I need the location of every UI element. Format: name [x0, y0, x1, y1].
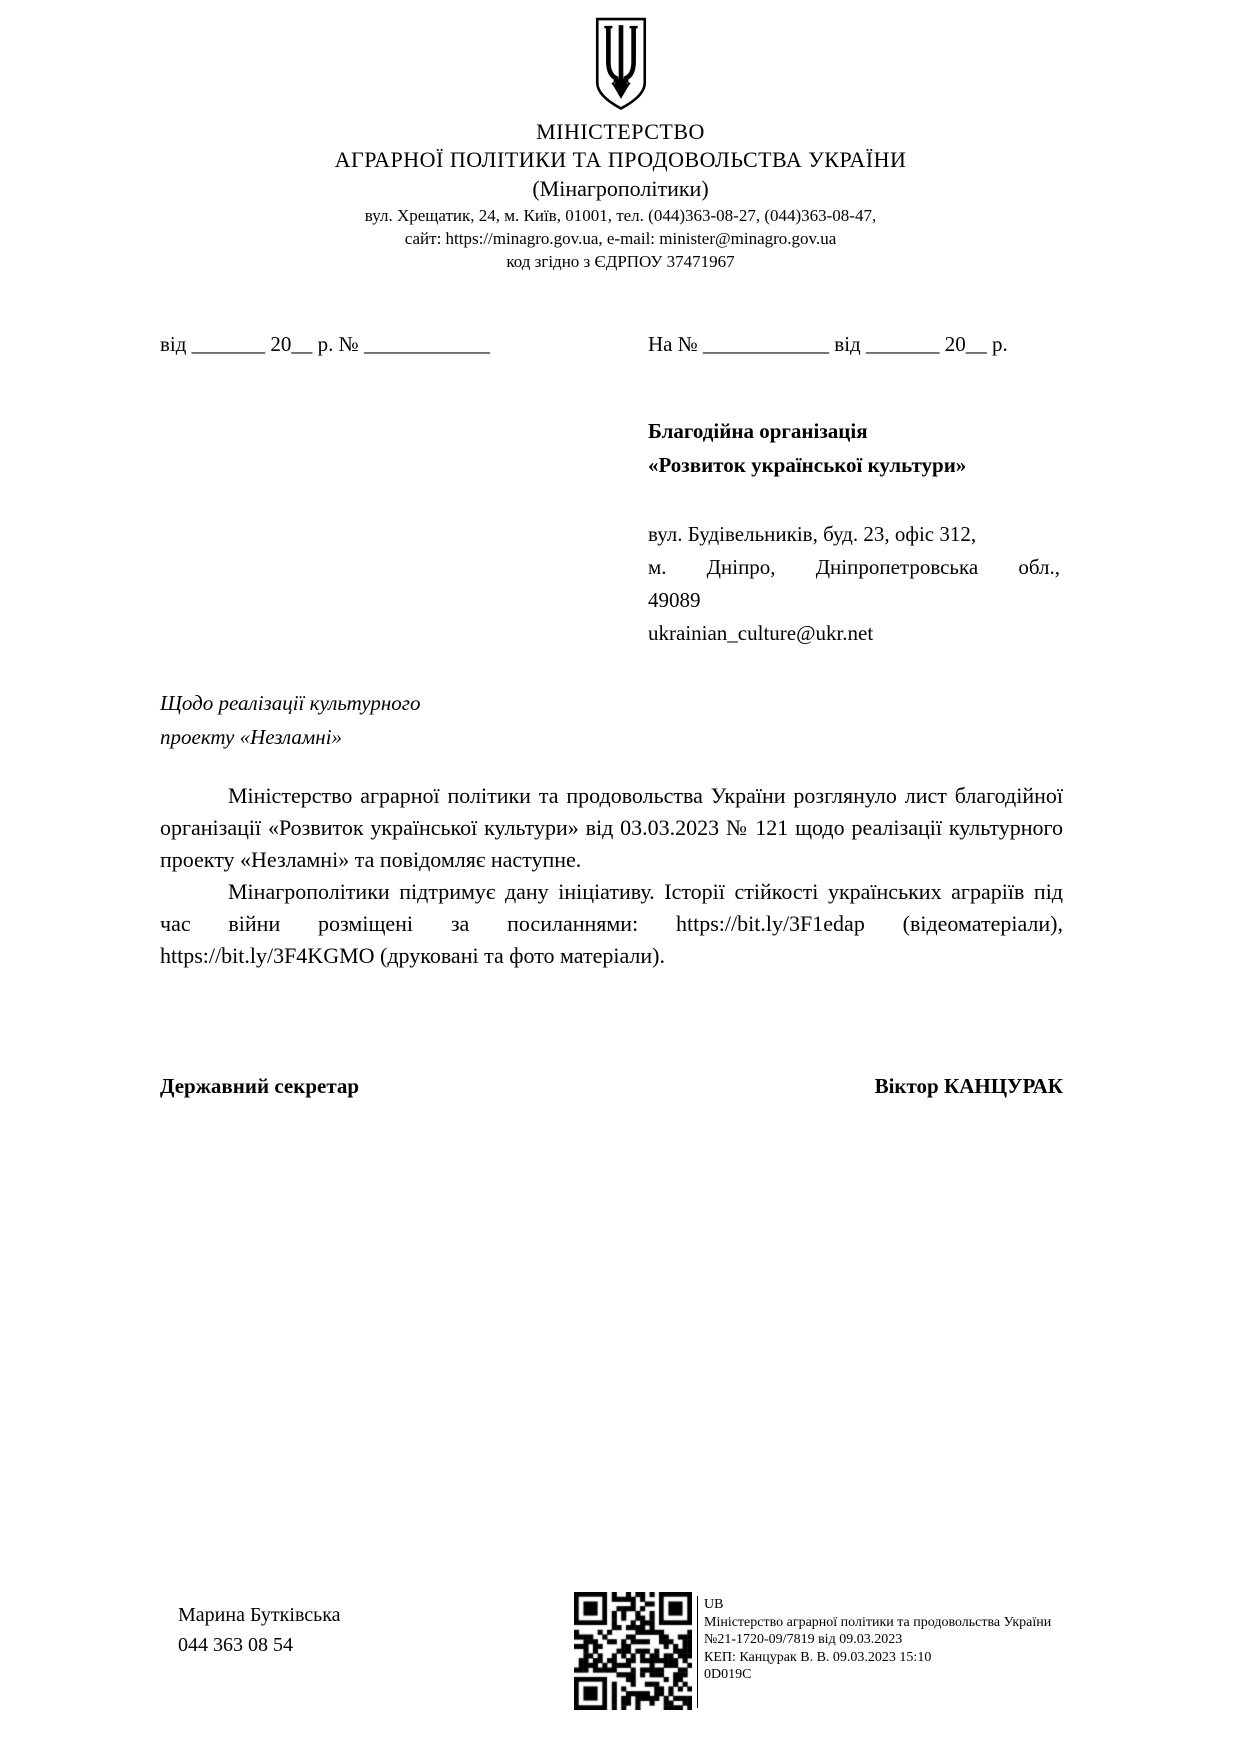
addressee-name-line1: Благодійна організація — [648, 419, 868, 443]
addressee-street: вул. Будівельників, буд. 23, офіс 312, — [648, 522, 977, 546]
qr-code — [574, 1592, 692, 1710]
signer-name: Віктор КАНЦУРАК — [874, 1074, 1063, 1098]
reference-row — [160, 332, 1063, 358]
addressee-postcode: 49089 — [648, 588, 701, 612]
ministry-edrpou: код згідно з ЄДРПОУ 37471967 — [506, 252, 735, 271]
ministry-short-name: (Мінагрополітики) — [532, 176, 709, 201]
subject-block — [160, 686, 580, 754]
esignature-stamp — [697, 1596, 1051, 1708]
ministry-address: вул. Хрещатик, 24, м. Київ, 01001, тел. (044)363-08-27, (044)363-08-47, — [364, 206, 877, 225]
outgoing-ref-blank: від _______ 20__ р. № ____________ — [160, 332, 490, 356]
addressee-block — [648, 414, 1060, 650]
stamp-line: 0D019C — [704, 1667, 752, 1682]
ministry-contacts: сайт: https://minagro.gov.ua, e-mail: minister@minagro.gov.ua — [404, 229, 837, 248]
executor-block — [178, 1600, 341, 1660]
ukraine-trident-emblem-icon — [592, 16, 650, 112]
incoming-ref-blank: На № ____________ від _______ 20__ р. — [648, 332, 1008, 356]
stamp-line: Міністерство аграрної політики та продовольства України — [704, 1614, 1052, 1630]
addressee-name-line2: «Розвиток української культури» — [648, 453, 967, 477]
executor-name: Марина Бутківська — [178, 1604, 341, 1626]
body-paragraph-1: Міністерство аграрної політики та продовольства України розглянуло лист благодійної організації «Розвиток української культури» від 03.03.2023 № 121 щодо реалізації культурного проекту «Незламні» та повідомляє наступне. — [160, 783, 1063, 872]
stamp-line: UB — [704, 1597, 724, 1612]
executor-phone: 044 363 08 54 — [178, 1634, 293, 1656]
subject-line2: проекту «Незламні» — [160, 725, 343, 749]
addressee-email: ukrainian_culture@ukr.net — [648, 621, 874, 645]
letter-body — [160, 780, 1063, 972]
ministry-name-line1: МІНІСТЕРСТВО — [536, 119, 705, 144]
signature-row — [160, 1074, 1063, 1099]
body-paragraph-2: Мінагрополітики підтримує дану ініціативу. Історії стійкості українських аграріїв під час війни розміщені за посиланнями: https://bit.ly/3F1edap (відеоматеріали), https://bit.ly/3F4KGMO (друковані та фото матеріали). — [160, 879, 1063, 968]
stamp-line: №21-1720-09/7819 від 09.03.2023 — [704, 1632, 903, 1647]
letterhead — [0, 16, 1241, 273]
subject-line1: Щодо реалізації культурного — [160, 691, 421, 715]
stamp-line: КЕП: Канцурак В. В. 09.03.2023 15:10 — [704, 1649, 932, 1665]
ministry-name-line2: АГРАРНОЇ ПОЛІТИКИ ТА ПРОДОВОЛЬСТВА УКРАЇНИ — [334, 147, 907, 172]
addressee-city: м. Дніпро, Дніпропетровська обл., — [648, 555, 1060, 579]
signer-position: Державний секретар — [160, 1074, 360, 1098]
